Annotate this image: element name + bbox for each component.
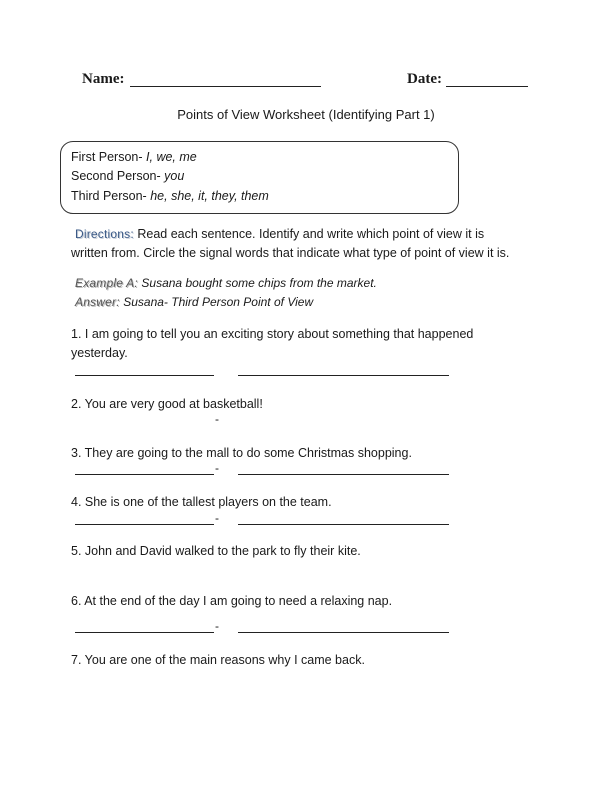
answer-2-separator: - — [215, 412, 219, 426]
legend-third-words: he, she, it, they, them — [150, 189, 269, 203]
answer-6-pov-blank[interactable] — [238, 632, 449, 633]
directions-line-1 — [75, 224, 484, 244]
answer-1-pov-blank[interactable] — [238, 375, 449, 376]
answer-label: Answer: — [75, 295, 120, 309]
date-label: Date: — [407, 71, 442, 87]
answer-text: Susana- Third Person Point of View — [123, 295, 314, 309]
legend-first-words: I, we, me — [146, 150, 197, 164]
directions-text-1: Read each sentence. Identify and write which point of view it is — [137, 227, 485, 241]
legend-second-label: Second Person- — [71, 169, 161, 183]
answer-3-pov-blank[interactable] — [238, 474, 449, 475]
legend-first-label: First Person- — [71, 150, 143, 164]
legend-third-label: Third Person- — [71, 189, 147, 203]
directions-label: Directions: — [75, 227, 134, 241]
example-text: Susana bought some chips from the market. — [141, 276, 377, 290]
question-2: 2. You are very good at basketball! — [71, 397, 263, 411]
question-7: 7. You are one of the main reasons why I came back. — [71, 653, 365, 667]
answer-3-subject-blank[interactable] — [75, 474, 214, 475]
legend-first-person — [71, 150, 197, 164]
question-1-line-2: yesterday. — [71, 346, 128, 360]
legend-third-person — [71, 189, 269, 203]
answer-6-subject-blank[interactable] — [75, 632, 214, 633]
question-3: 3. They are going to the mall to do some Christmas shopping. — [71, 446, 412, 460]
answer-line — [75, 292, 313, 312]
date-field[interactable] — [446, 86, 528, 87]
question-4: 4. She is one of the tallest players on the team. — [71, 495, 332, 509]
question-6: 6. At the end of the day I am going to need a relaxing nap. — [71, 594, 393, 608]
answer-3-separator: - — [215, 461, 219, 475]
answer-4-pov-blank[interactable] — [238, 524, 449, 525]
question-5: 5. John and David walked to the park to fly their kite. — [71, 544, 361, 558]
answer-4-separator: - — [215, 511, 219, 525]
legend-second-words: you — [164, 169, 185, 183]
name-field[interactable] — [130, 86, 321, 87]
example-label: Example A: — [75, 276, 138, 290]
answer-1-subject-blank[interactable] — [75, 375, 214, 376]
answer-6-separator: - — [215, 619, 219, 633]
legend-second-person — [71, 169, 184, 183]
page-title: Points of View Worksheet (Identifying Part 1) — [177, 107, 435, 122]
question-1-line-1: 1. I am going to tell you an exciting story about something that happened — [71, 327, 474, 341]
directions-line-2: written from. Circle the signal words that indicate what type of point of view it is. — [71, 246, 510, 260]
example-line — [75, 273, 377, 293]
answer-4-subject-blank[interactable] — [75, 524, 214, 525]
name-label: Name: — [82, 71, 125, 87]
